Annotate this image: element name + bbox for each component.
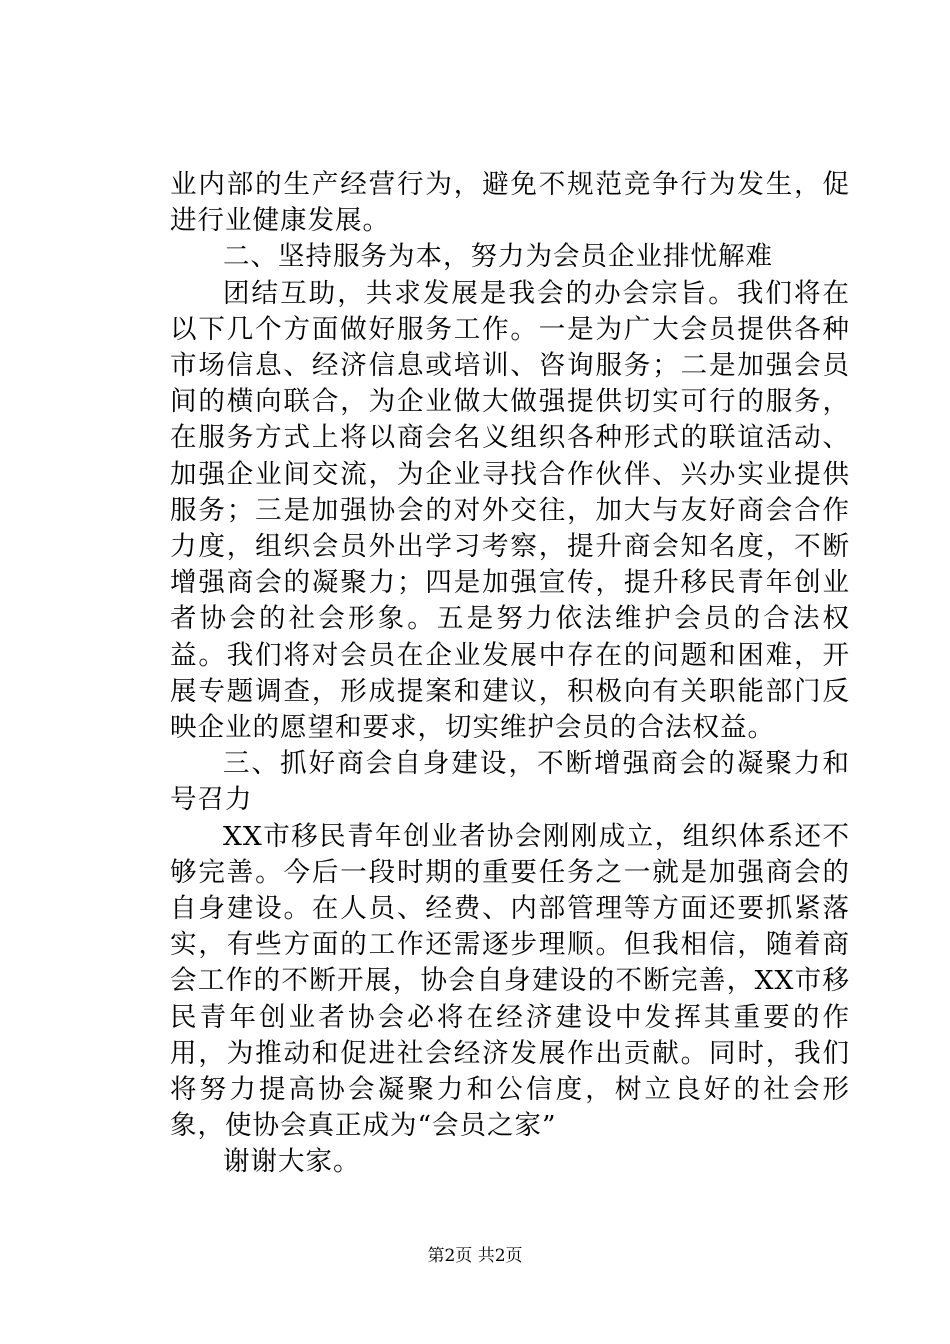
document-body [170, 167, 850, 1181]
page-footer [0, 1245, 950, 1267]
page-number-label: 第2页 共2页 [427, 1246, 523, 1266]
paragraph-continuation: 业内部的生产经营行为，避免不规范竞争行为发生，促进行业健康发展。 [170, 169, 850, 237]
paragraph-closing: 谢谢大家。 [223, 1146, 361, 1178]
paragraph-self-building: XX市移民青年创业者协会刚刚成立，组织体系还不够完善。今后一段时期的重要任务之一就是加强商会的自身建设。在人员、经费、内部管理等方面还要抓紧落实，有些方面的工作还需逐步理顺。但我相信，随着商会工作的不断开展，协会自身建设的不断完善，XX市移民青年创业者协会必将在经济建设中发挥其重要的作用，为推动和促进社会经济发展作出贡献。同时，我们将努力提高协会凝聚力和公信度，树立良好的社会形象，使协会真正成为“会员之家” [170, 820, 850, 1142]
section-heading-2: 二、坚持服务为本，努力为会员企业排忧解难 [223, 241, 773, 273]
paragraph-services: 团结互助，共求发展是我会的办会宗旨。我们将在以下几个方面做好服务工作。一是为广大会员提供各种市场信息、经济信息或培训、咨询服务；二是加强会员间的横向联合，为企业做大做强提供切实可行的服务，在服务方式上将以商会名义组织各种形式的联谊活动、加强企业间交流，为企业寻找合作伙伴、兴办实业提供服务；三是加强协会的对外交往，加大与友好商会合作力度，组织会员外出学习考察，提升商会知名度，不断增强商会的凝聚力；四是加强宣传，提升移民青年创业者协会的社会形象。五是努力依法维护会员的合法权益。我们将对会员在企业发展中存在的问题和困难，开展专题调查，形成提案和建议，积极向有关职能部门反映企业的愿望和要求，切实维护会员的合法权益。 [170, 277, 850, 744]
section-heading-3: 三、抓好商会自身建设，不断增强商会的凝聚力和号召力 [170, 748, 850, 816]
